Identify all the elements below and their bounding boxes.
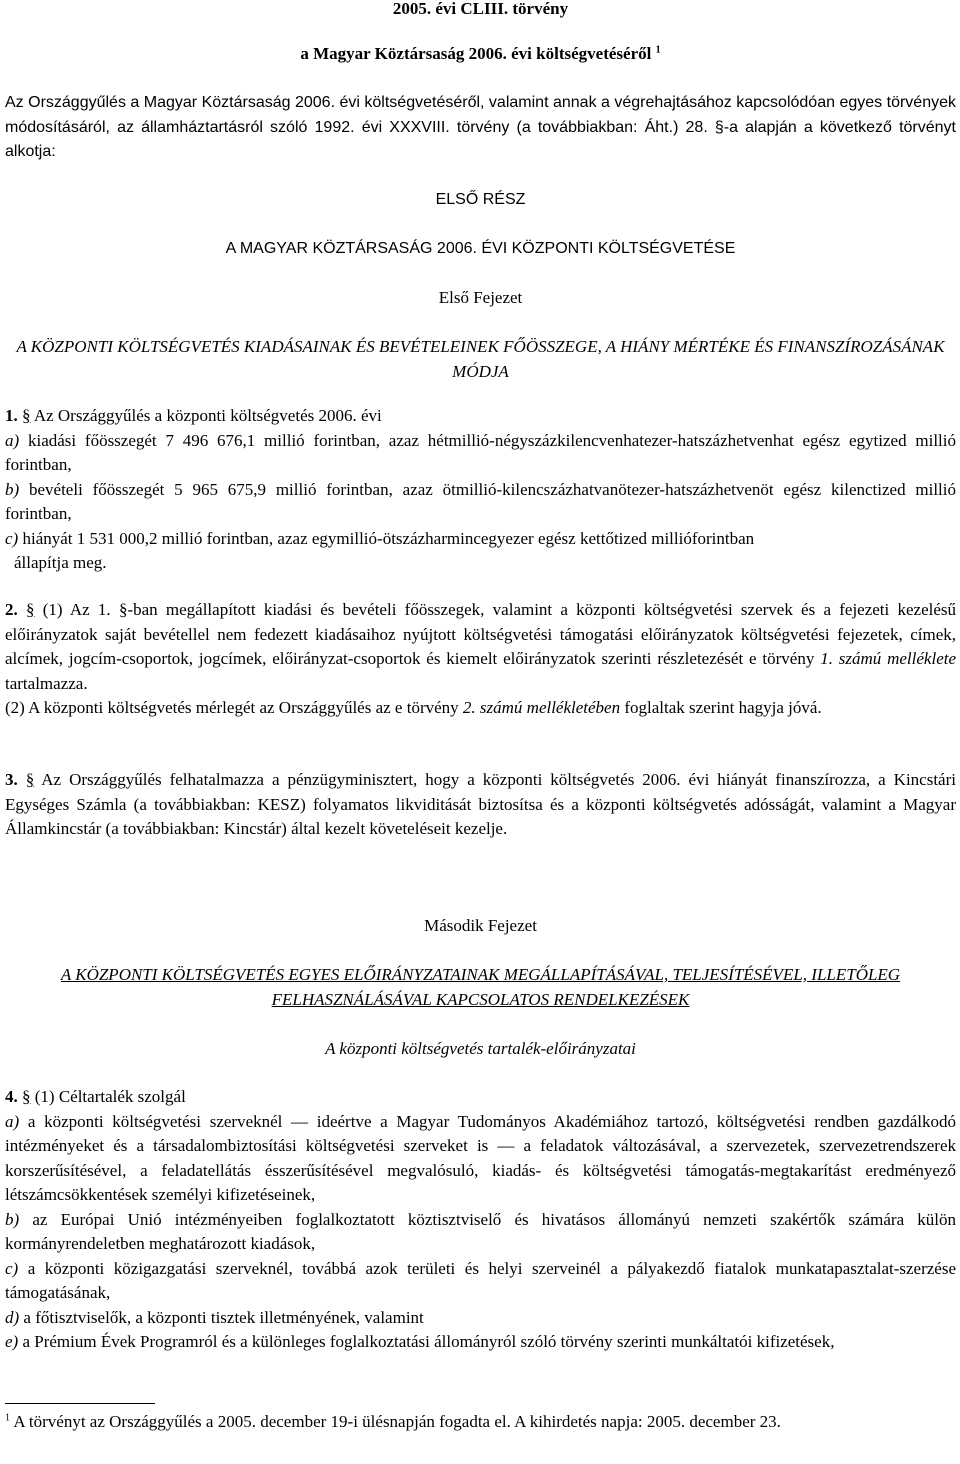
law-subtitle-text: a Magyar Köztársaság 2006. évi költségvetéséről	[300, 44, 652, 63]
annex-reference[interactable]: 2. számú mellékletében	[462, 698, 621, 717]
section-1-intro-text: Az Országgyűlés a központi költségvetés 2006. évi	[33, 406, 382, 425]
point-text: a központi közigazgatási szerveknél, továbbá azok területi és helyi szerveinél a pályakezdő fiatalok munkatapasztalat-szerzése támogatásának,	[5, 1258, 957, 1302]
point-text: a főtisztviselők, a központi tisztek illetményének, valamint	[23, 1307, 424, 1327]
preamble: Az Országgyűlés a Magyar Köztársaság 2006. évi költségvetéséről, valamint annak a végrehajtásához kapcsolódóan egyes törvények módosításáról, az államháztartásról szóló 1992. évi XXXVIII. törvény (a továbbiakban: Áht.) 28. §-a alapján a következő törvényt alkotja:	[5, 94, 956, 160]
section-2-para-2	[5, 696, 956, 721]
point-e	[5, 1330, 956, 1355]
chapter-2-subtitle: A központi költségvetés tartalék-előirányzatai	[325, 1039, 636, 1058]
point-marker: b)	[5, 479, 20, 499]
paragraph-lead: (1) Az 1.	[42, 600, 111, 619]
section-3-text: Az Országgyűlés felhatalmazza a pénzügyminisztert, hogy a központi költségvetés 2006. évi hiányát finanszírozza, a Kincstári Egységes Számla (a továbbiakban: KESZ) folyamatos likviditását biztosítsa és a központi költségvetés adósságát, valamint a Magyar Államkincstár (a továbbiakban: Kincstár) által kezelt követeléseit kezelje.	[5, 770, 956, 838]
section-number: 4.	[5, 1087, 18, 1106]
section-4	[5, 1085, 956, 1355]
point-text: a Prémium Évek Programról és a különleges foglalkoztatási állományról szóló törvény szerinti munkáltatói kifizetések,	[22, 1332, 835, 1351]
point-text: a központi költségvetési szerveknél — ideértve a Magyar Tudományos Akadémiához tartozó, költségvetési rendben gazdálkodó intézményeket és a társadalombiztosítási költségvetési szerveket is — a feladatok változásával, a szervezetek, szervezetrendszerek korszerűsítésével, a feladatellátás ésszerűsítésével megvalósuló, kiadás- és költségvetési támogatás-megtakarítást eredményező létszámcsökkentések személyi kifizetéseinek,	[5, 1111, 956, 1204]
point-marker: a)	[5, 1111, 20, 1131]
paragraph-text: (2) A központi költségvetés mérlegét az Országgyűlés az e törvény	[5, 698, 459, 717]
section-number: 3.	[5, 770, 18, 789]
point-b	[5, 478, 956, 527]
paragraph-end: foglaltak szerint hagyja jóvá.	[624, 698, 822, 717]
point-text: az Európai Unió intézményeiben foglalkoztatott köztisztviselő és hivatásos állományú nemzeti szakértők számára külön kormányrendeletben meghatározott kiadások,	[5, 1209, 957, 1253]
point-marker: b)	[5, 1209, 20, 1229]
chapter-title: A KÖZPONTI KÖLTSÉGVETÉS KIADÁSAINAK ÉS BEVÉTELEINEK FŐÖSSZEGE, A HIÁNY MÉRTÉKE ÉS FINANSZÍROZÁSÁNAK MÓDJA	[16, 337, 945, 381]
chapter-2-title: A KÖZPONTI KÖLTSÉGVETÉS EGYES ELŐIRÁNYZATAINAK MEGÁLLAPÍTÁSÁVAL, TELJESÍTÉSÉVEL, ILLETŐLEG FELHASZNÁLÁSÁVAL KAPCSOLATOS RENDELKEZÉSEK	[60, 965, 901, 1009]
law-subtitle	[5, 42, 956, 67]
paragraph-text: §-ban megállapított kiadási és bevételi főösszegek, valamint a központi költségvetési szervek és a fejezeti kezelésű előirányzatok saját bevétellel nem fedezett kiadásaihoz nyújtott költségvetési támogatási előirányzatok költségvetési fejezetek, címek, alcímek, jogcím-csoportok, jogcímek, előirányzat-csoportok és kiemelt előirányzatok szerinti részletezését e törvény	[5, 600, 957, 668]
point-text: hiányát 1 531 000,2 millió forintban, azaz egymillió-ötszázharmincegyezer egész kettőtized millióforintban	[22, 528, 755, 548]
point-marker: a)	[5, 430, 20, 450]
footnote-mark: 1	[5, 1412, 10, 1424]
section-4-intro-text: (1) Céltartalék szolgál	[34, 1087, 186, 1106]
point-a	[5, 429, 956, 478]
footnote	[5, 1410, 956, 1433]
section-4-intro	[5, 1085, 956, 1110]
section-3	[5, 768, 956, 842]
point-b	[5, 1208, 956, 1257]
law-title-text: 2005. évi CLIII. törvény	[392, 0, 569, 18]
section-number: 1.	[5, 406, 18, 425]
part-title: A MAGYAR KÖZTÁRSASÁG 2006. ÉVI KÖZPONTI KÖLTSÉGVETÉSE	[225, 240, 736, 257]
point-marker: e)	[5, 1332, 19, 1351]
section-number: 2.	[5, 600, 18, 619]
section-sign: §	[22, 1087, 31, 1106]
part-heading: ELSŐ RÉSZ	[435, 191, 526, 208]
point-text: kiadási főösszegét 7 496 676,1 millió forintban, azaz hétmillió-négyszázkilencvenhatezer-hatszázhetvenhat egész egytized millió forintban,	[5, 430, 957, 474]
section-sign: §	[25, 770, 35, 789]
section-2-para-1	[5, 598, 956, 696]
point-marker: c)	[5, 528, 19, 548]
section-2	[5, 598, 956, 721]
footnote-text: A törvényt az Országgyűlés a 2005. december 19-i ülésnapján fogadta el. A kihirdetés napja: 2005. december 23.	[13, 1412, 781, 1431]
point-marker: c)	[5, 1258, 19, 1278]
section-1	[5, 404, 956, 576]
point-d	[5, 1306, 956, 1331]
chapter-heading: Első Fejezet	[438, 288, 523, 307]
footnote-reference[interactable]: 1	[655, 44, 661, 56]
point-text: bevételi főösszegét 5 965 675,9 millió forintban, azaz ötmillió-kilencszázhatvanötezer-hatszázhetvenöt egész kilenctized millió forintban,	[5, 479, 956, 523]
point-c	[5, 527, 956, 552]
section-sign: §	[22, 406, 31, 425]
chapter-2-heading: Második Fejezet	[424, 916, 537, 935]
section-sign: §	[26, 600, 35, 619]
footnote-divider	[5, 1403, 155, 1404]
law-title	[5, 0, 956, 22]
section-1-intro	[5, 404, 956, 429]
section-1-closing: állapítja meg.	[14, 553, 107, 572]
paragraph-end: tartalmazza.	[5, 673, 88, 693]
annex-reference[interactable]: 1. számú melléklete	[820, 649, 957, 668]
point-c	[5, 1257, 956, 1306]
point-marker: d)	[5, 1307, 20, 1327]
point-a	[5, 1110, 956, 1208]
